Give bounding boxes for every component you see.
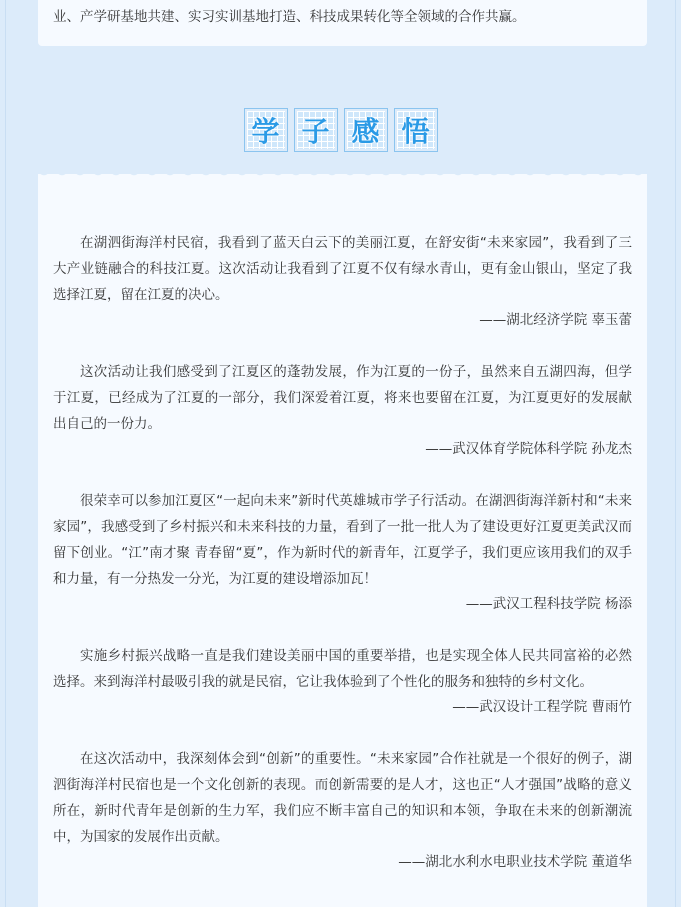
scalloped-edge [38,170,647,180]
testimonial-item [53,643,632,719]
testimonials-content [53,230,632,874]
testimonial-text: 很荣幸可以参加江夏区“一起向未来”新时代英雄城市学子行活动。在湖泗街海洋新村和“未来家园”，我感受到了乡村振兴和未来科技的力量，看到了一批一批人为了建设更好江夏更美武汉而留下创业。“江”南才聚 青春留“夏”，作为新时代的新青年，江夏学子，我们更应该用我们的双手和力量，有一分热发一分光，为江夏的建设增添加瓦！ [53,493,633,587]
testimonial-text: 这次活动让我们感受到了江夏区的蓬勃发展，作为江夏的一份子，虽然来自五湖四海，但学于江夏，已经成为了江夏的一部分，我们深爱着江夏，将来也要留在江夏，为江夏更好的发展献出自己的一份力。 [53,364,633,432]
heading-char: 子 [297,111,335,149]
testimonials-card [38,174,647,907]
heading-char: 感 [347,111,385,149]
heading-char-box [244,108,288,152]
testimonial-signature: ——湖北经济学院 辜玉蕾 [479,312,632,328]
testimonial-item [53,230,632,332]
heading-char: 悟 [397,111,435,149]
testimonial-text: 实施乡村振兴战略一直是我们建设美丽中国的重要举措，也是实现全体人民共同富裕的必然选择。来到海洋村最吸引我的就是民宿，它让我体验到了个性化的服务和独特的乡村文化。 [53,648,632,690]
heading-char-box [344,108,388,152]
testimonial-item [53,359,632,461]
testimonial-item [53,746,632,874]
testimonial-signature: ——武汉工程科技学院 杨添 [465,596,632,612]
testimonial-signature: ——武汉体育学院体科学院 孙龙杰 [425,441,632,457]
intro-text: 业、产学研基地共建、实习实训基地打造、科技成果转化等全领域的合作共赢。 [53,9,526,25]
heading-char-box [394,108,438,152]
testimonial-signature: ——武汉设计工程学院 曹雨竹 [452,699,632,715]
section-heading [0,108,681,152]
intro-card [38,0,647,46]
testimonial-text: 在湖泗街海洋村民宿，我看到了蓝天白云下的美丽江夏，在舒安街“未来家园”，我看到了三大产业链融合的科技江夏。这次活动让我看到了江夏不仅有绿水青山，更有金山银山，坚定了我选择江夏，留在江夏的决心。 [53,235,633,303]
testimonial-text: 在这次活动中，我深刻体会到“创新”的重要性。“未来家园”合作社就是一个很好的例子，湖泗街海洋村民宿也是一个文化创新的表现。而创新需要的是人才，这也正“人才强国”战略的意义所在，新时代青年是创新的生力军，我们应不断丰富自己的知识和本领，争取在未来的创新潮流中，为国家的发展作出贡献。 [53,751,633,845]
heading-char-box [294,108,338,152]
heading-char: 学 [247,111,285,149]
testimonial-signature: ——湖北水利水电职业技术学院 董道华 [398,854,632,870]
testimonial-item [53,488,632,616]
